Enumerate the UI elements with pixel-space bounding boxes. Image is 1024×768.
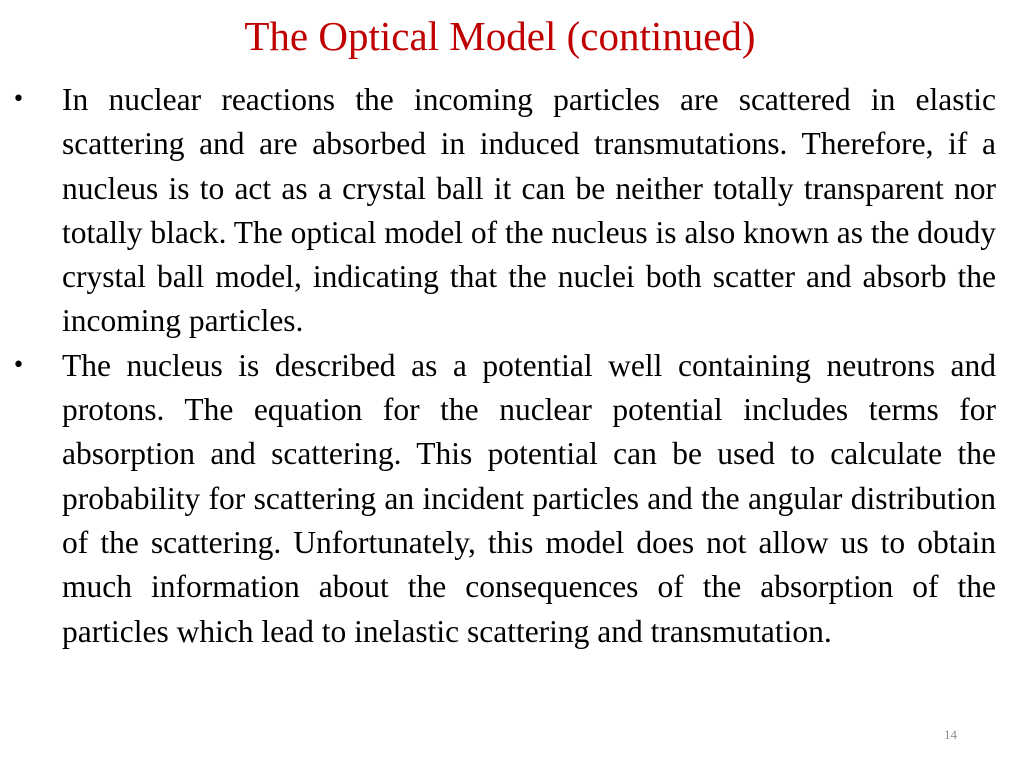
bullet-text: The nucleus is described as a potential well containing neutrons and protons. The equation for the nuclear potential includes terms for absorption and scattering. This potential can be used to calculate the probability for scattering an incident particles and the angular distribution of the scattering. Unfortunately, this model does not allow us to obtain much information about the consequences of the absorption of the particles which lead to inelastic scattering and transmutation. — [62, 347, 996, 649]
bullet-text: In nuclear reactions the incoming particles are scattered in elastic scattering and are absorbed in induced transmutations. Therefore, if a nucleus is to act as a crystal ball it can be neither totally transparent nor totally black. The optical model of the nucleus is also known as the doudy crystal ball model, indicating that the nuclei both scatter and absorb the incoming particles. — [62, 82, 996, 339]
slide-number: 14 — [944, 727, 957, 742]
bullet-icon: • — [12, 352, 25, 378]
bullet-icon: • — [12, 87, 25, 112]
bullet-list — [0, 78, 1024, 654]
slide-title: The Optical Model (continued) — [244, 13, 756, 59]
bullet-item — [0, 78, 1024, 344]
bullet-item — [0, 344, 1024, 654]
